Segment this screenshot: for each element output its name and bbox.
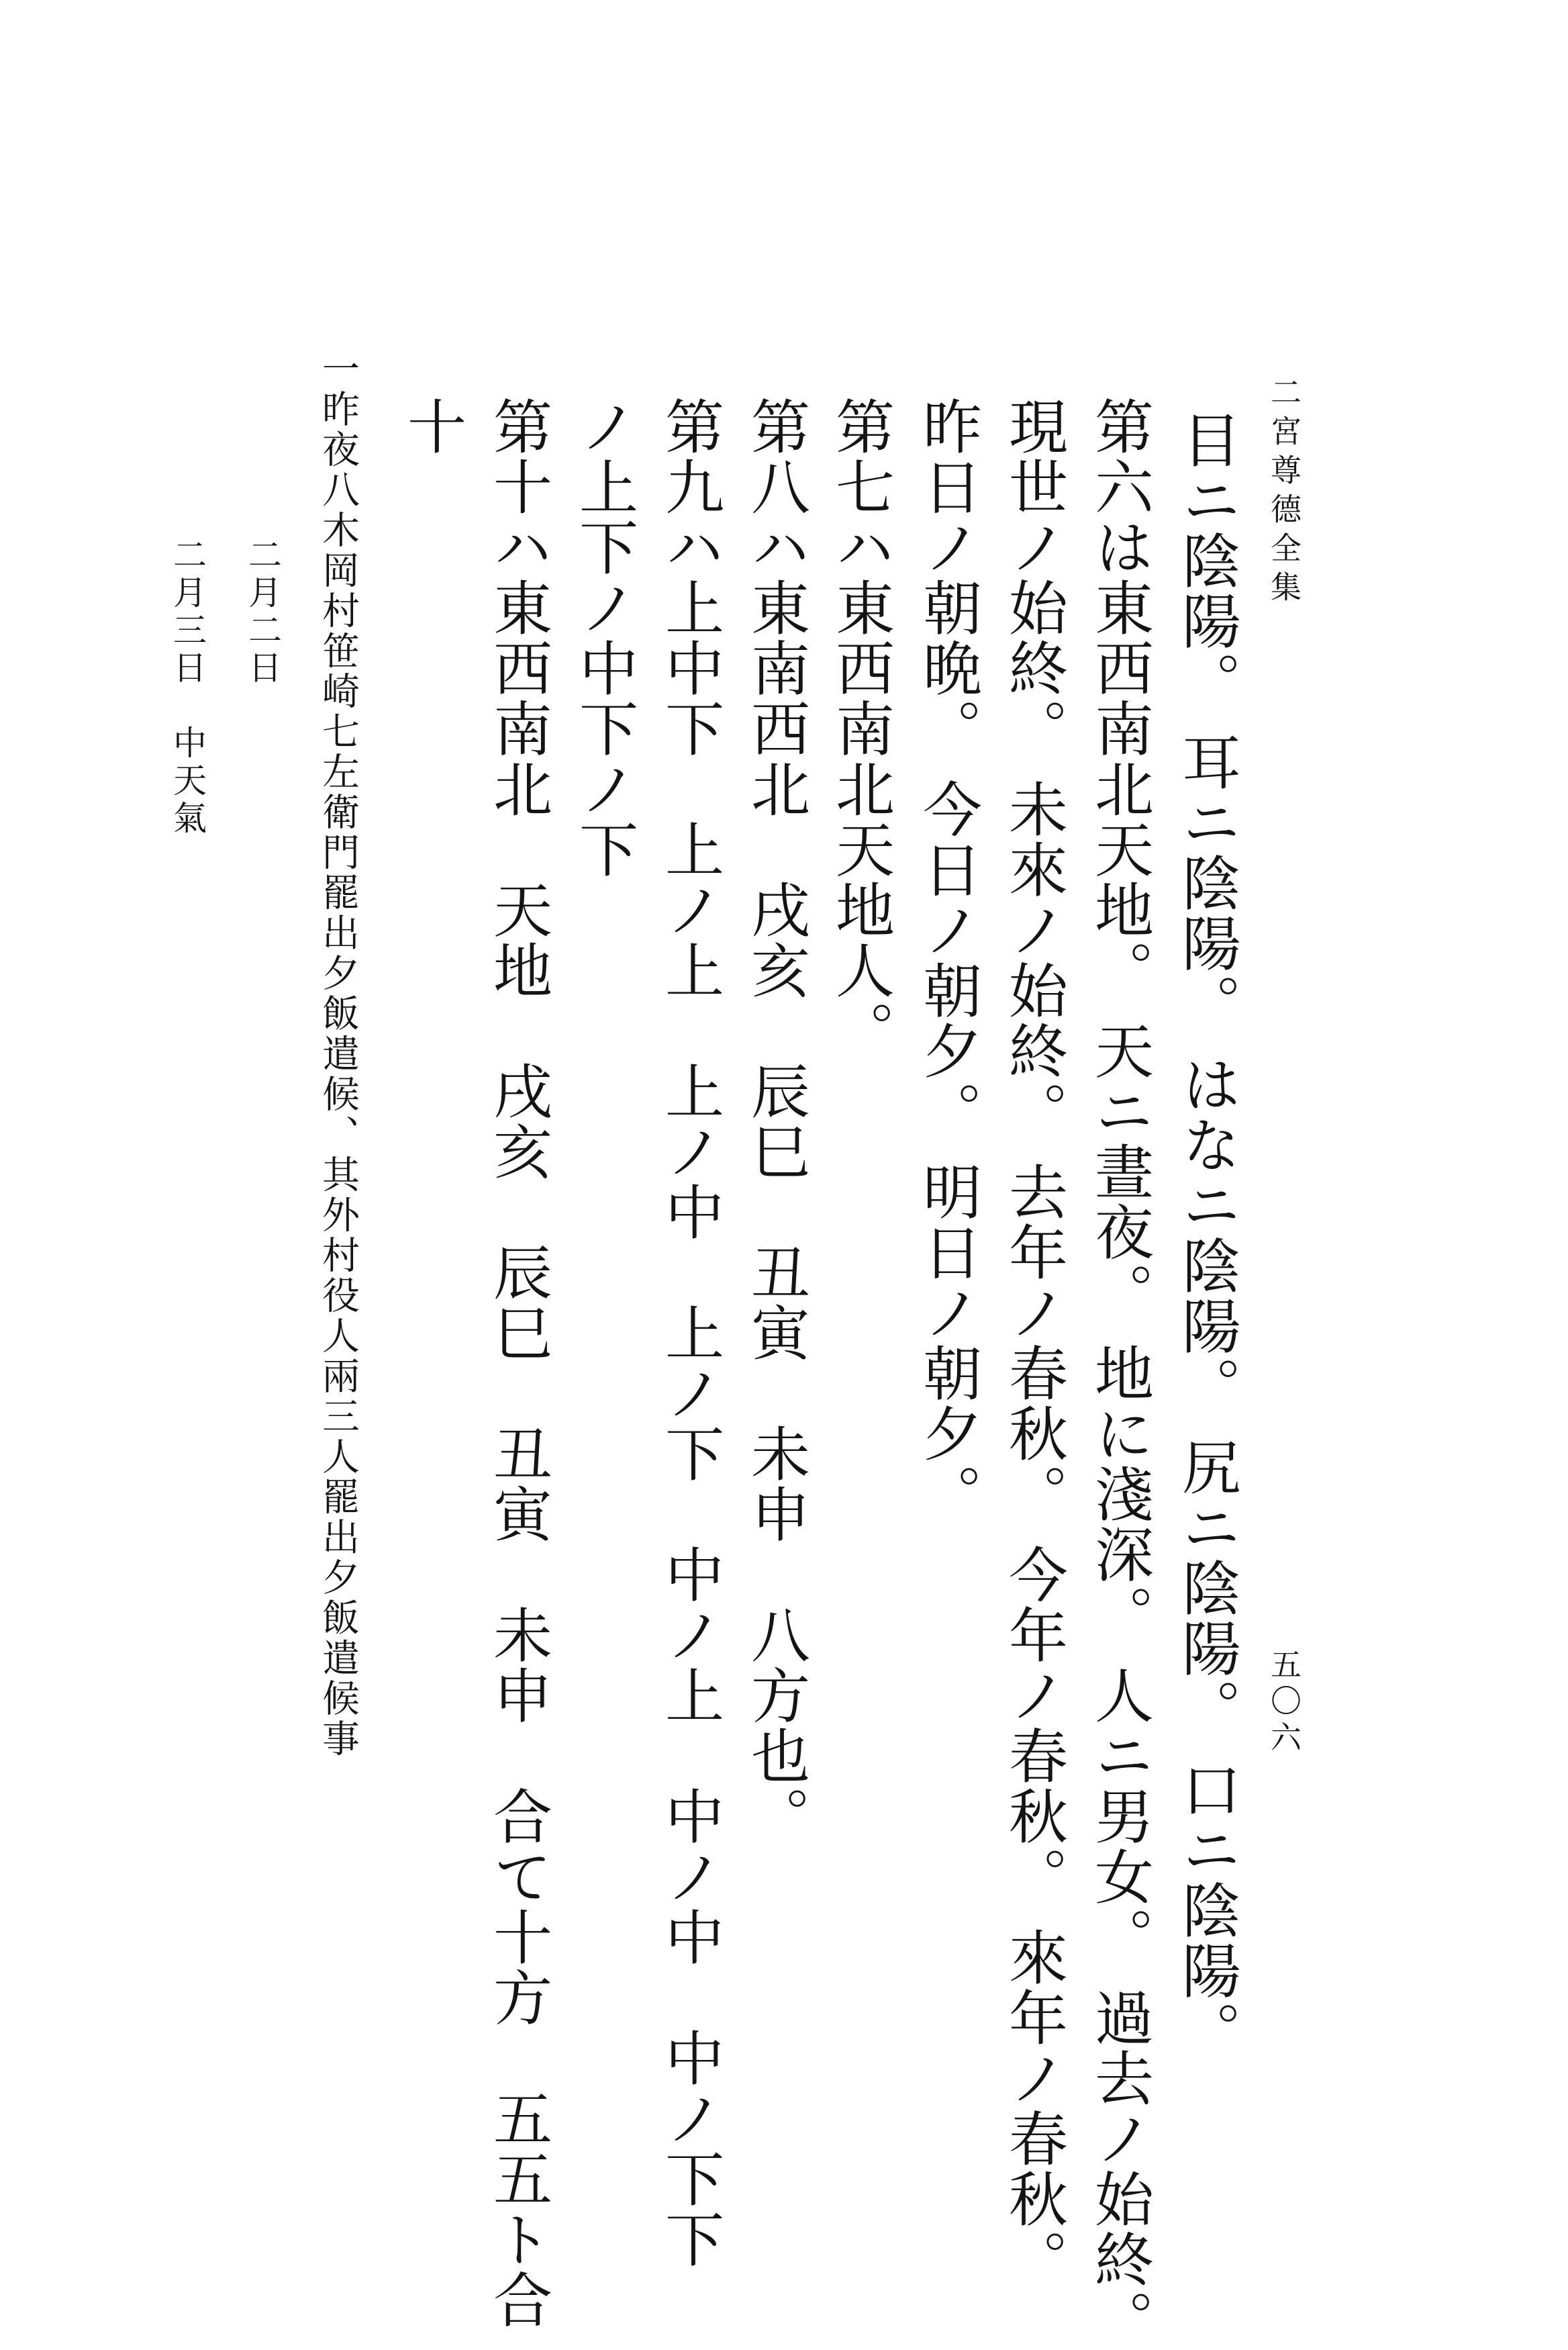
book-title-header: 二宮尊德全集: [1266, 376, 1302, 610]
page-number: 五〇六: [1266, 1648, 1302, 1757]
text-line-3: 現世ノ始終。 未來ノ始終。 去年ノ春秋。 今年ノ春秋。 來年ノ春秋。: [999, 396, 1069, 2290]
date-entry-2: 二月三日 中天氣: [168, 537, 207, 838]
text-line-9: 第十ハ東西南北 天地 戌亥 辰巳 丑寅 未申 合て十方 五五ト合: [484, 396, 553, 2330]
text-line-2: 第六は東西南北天地。 天ニ晝夜。 地に淺深。 人ニ男女。 過去ノ始終。: [1085, 396, 1155, 2350]
text-line-10: 十: [398, 396, 467, 457]
text-line-1: 目ニ陰陽。 耳ニ陰陽。 はなニ陰陽。 尻ニ陰陽。 口ニ陰陽。: [1173, 410, 1242, 2061]
text-line-6: 第八ハ東南西北 戌亥 辰巳 丑寅 未申 八方也。: [742, 396, 811, 1846]
text-line-4: 昨日ノ朝晩。 今日ノ朝夕。 明日ノ朝夕。: [914, 396, 983, 1524]
text-line-5: 第七ハ東西南北天地人。: [826, 396, 895, 1061]
date-entry-1: 二月二日: [243, 537, 282, 688]
diary-entry: 一昨夜八木岡村笹崎七左衛門罷出夕飯遣候、其外村役人兩三人罷出夕飯遣候事: [316, 349, 360, 1759]
text-line-7: 第九ハ上中下 上ノ上 上ノ中 上ノ下 中ノ上 中ノ中 中ノ下下: [656, 396, 725, 2269]
text-line-8: ノ上下ノ中下ノ下: [570, 396, 639, 880]
